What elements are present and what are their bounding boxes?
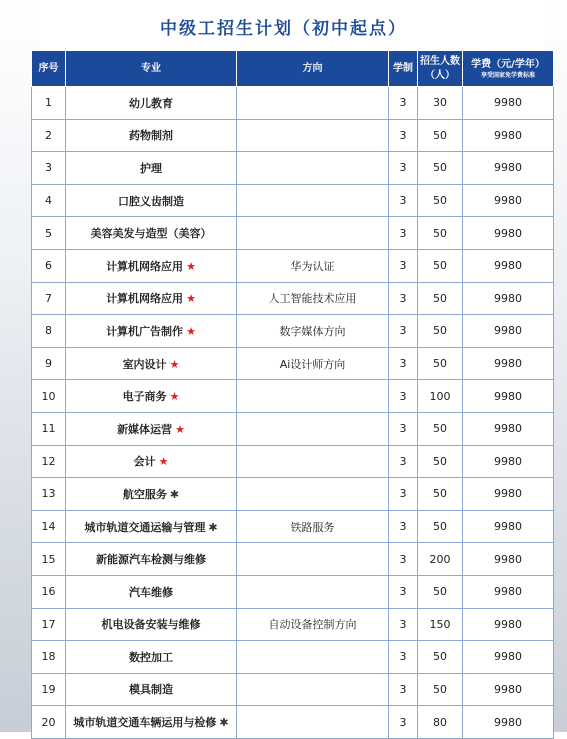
row-major — [66, 510, 237, 543]
major-label: 机电设备安装与维修 — [101, 618, 201, 632]
header-major: 专业 — [66, 51, 237, 87]
row-years: 3 — [389, 119, 418, 152]
header-no: 序号 — [32, 51, 66, 87]
row-major — [66, 641, 237, 674]
row-direction — [237, 412, 389, 445]
row-no: 17 — [32, 608, 66, 641]
row-direction — [237, 575, 389, 608]
header-fee-line1: 学费（元/学年） — [471, 58, 545, 70]
row-major — [66, 706, 237, 739]
row-enroll: 80 — [418, 706, 463, 739]
row-no: 3 — [32, 152, 66, 185]
row-fee: 9980 — [463, 347, 554, 380]
header-fee-line2: 享受国家免学费标准 — [480, 71, 535, 79]
table-row — [32, 119, 554, 152]
row-no: 15 — [32, 543, 66, 576]
table-row — [32, 380, 554, 413]
table-header-row — [32, 51, 554, 87]
table-row — [32, 315, 554, 348]
row-no: 6 — [32, 249, 66, 282]
major-label: 航空服务 — [122, 487, 167, 501]
major-label: 口腔义齿制造 — [118, 194, 184, 208]
row-enroll: 50 — [418, 282, 463, 315]
row-enroll: 50 — [418, 119, 463, 152]
major-label: 会计 — [133, 455, 156, 469]
row-direction — [237, 641, 389, 674]
row-fee: 9980 — [463, 380, 554, 413]
major-label: 数控加工 — [129, 650, 173, 664]
row-enroll: 200 — [418, 543, 463, 576]
major-label: 计算机广告制作 — [106, 324, 184, 338]
row-major — [66, 152, 237, 185]
row-years: 3 — [389, 315, 418, 348]
enrollment-plan-table — [31, 50, 554, 739]
row-major — [66, 315, 237, 348]
major-label: 模具制造 — [129, 683, 173, 697]
row-direction: 华为认证 — [237, 249, 389, 282]
row-fee: 9980 — [463, 445, 554, 478]
row-years: 3 — [389, 478, 418, 511]
header-enroll-line1: 招生人数 — [420, 55, 460, 67]
row-no: 5 — [32, 217, 66, 250]
row-major — [66, 184, 237, 217]
row-years: 3 — [389, 217, 418, 250]
header-enroll-line2: （人） — [425, 69, 455, 81]
header-fee — [463, 51, 554, 87]
table-row — [32, 608, 554, 641]
red-star-icon: ★ — [175, 422, 185, 436]
row-fee: 9980 — [463, 315, 554, 348]
row-fee: 9980 — [463, 673, 554, 706]
table-row — [32, 152, 554, 185]
table-row — [32, 673, 554, 706]
row-enroll: 50 — [418, 641, 463, 674]
row-major — [66, 380, 237, 413]
major-label: 城市轨道交通车辆运用与检修 — [73, 716, 217, 730]
row-direction: 自动设备控制方向 — [237, 608, 389, 641]
red-star-icon: ★ — [169, 357, 180, 371]
row-direction — [237, 543, 389, 576]
table-row — [32, 87, 554, 120]
row-enroll: 50 — [418, 510, 463, 543]
row-major — [66, 282, 237, 315]
row-major — [66, 478, 237, 511]
row-fee: 9980 — [463, 706, 554, 739]
row-fee: 9980 — [463, 412, 554, 445]
row-years: 3 — [389, 673, 418, 706]
row-direction — [237, 673, 389, 706]
row-enroll: 50 — [418, 445, 463, 478]
row-major — [66, 249, 237, 282]
major-label: 计算机网络应用 — [106, 292, 184, 306]
row-no: 20 — [32, 706, 66, 739]
page-title: 中级工招生计划（初中起点） — [160, 19, 407, 39]
major-label: 美容美发与造型（美容） — [90, 227, 212, 241]
row-no: 9 — [32, 347, 66, 380]
row-major — [66, 673, 237, 706]
row-years: 3 — [389, 412, 418, 445]
table-row — [32, 706, 554, 739]
row-enroll: 30 — [418, 87, 463, 120]
table-row — [32, 217, 554, 250]
row-fee: 9980 — [463, 119, 554, 152]
row-years: 3 — [389, 87, 418, 120]
red-star-icon: ★ — [186, 259, 196, 273]
row-fee: 9980 — [463, 282, 554, 315]
row-fee: 9980 — [463, 152, 554, 185]
major-label: 室内设计 — [122, 357, 167, 371]
row-no: 10 — [32, 380, 66, 413]
red-star-icon: ★ — [169, 390, 180, 404]
row-fee: 9980 — [463, 478, 554, 511]
row-major — [66, 575, 237, 608]
table-row — [32, 347, 554, 380]
row-fee: 9980 — [463, 641, 554, 674]
row-years: 3 — [389, 608, 418, 641]
row-major — [66, 608, 237, 641]
row-no: 19 — [32, 673, 66, 706]
row-years: 3 — [389, 510, 418, 543]
table-row — [32, 478, 554, 511]
row-years: 3 — [389, 575, 418, 608]
row-years: 3 — [389, 641, 418, 674]
row-enroll: 50 — [418, 575, 463, 608]
header-years: 学制 — [389, 51, 418, 87]
row-fee: 9980 — [463, 87, 554, 120]
row-years: 3 — [389, 706, 418, 739]
table-row — [32, 543, 554, 576]
major-label: 城市轨道交通运输与管理 — [84, 520, 206, 534]
red-star-icon: ★ — [186, 292, 196, 306]
row-enroll: 50 — [418, 217, 463, 250]
major-label: 电子商务 — [122, 390, 167, 404]
row-enroll: 100 — [418, 380, 463, 413]
row-direction — [237, 152, 389, 185]
row-major — [66, 543, 237, 576]
row-no: 18 — [32, 641, 66, 674]
major-label: 护理 — [140, 161, 162, 175]
major-label: 汽车维修 — [129, 585, 173, 599]
row-direction: 人工智能技术应用 — [237, 282, 389, 315]
row-no: 7 — [32, 282, 66, 315]
row-fee: 9980 — [463, 510, 554, 543]
row-years: 3 — [389, 347, 418, 380]
row-major — [66, 412, 237, 445]
row-fee: 9980 — [463, 543, 554, 576]
row-direction — [237, 478, 389, 511]
red-star-icon: ★ — [158, 455, 169, 469]
row-enroll: 50 — [418, 347, 463, 380]
row-direction — [237, 217, 389, 250]
row-enroll: 50 — [418, 249, 463, 282]
row-direction — [237, 87, 389, 120]
row-enroll: 150 — [418, 608, 463, 641]
row-major — [66, 87, 237, 120]
row-fee: 9980 — [463, 249, 554, 282]
row-no: 16 — [32, 575, 66, 608]
row-enroll: 50 — [418, 478, 463, 511]
major-label: 计算机网络应用 — [106, 259, 184, 273]
row-years: 3 — [389, 445, 418, 478]
row-no: 11 — [32, 412, 66, 445]
row-direction — [237, 119, 389, 152]
asterisk-icon: ✱ — [169, 487, 180, 501]
row-direction — [237, 706, 389, 739]
row-years: 3 — [389, 152, 418, 185]
row-direction: 铁路服务 — [237, 510, 389, 543]
major-label: 药物制剂 — [129, 129, 173, 143]
row-no: 4 — [32, 184, 66, 217]
table-row — [32, 249, 554, 282]
row-direction: 数字媒体方向 — [237, 315, 389, 348]
major-label: 新媒体运营 — [117, 422, 173, 436]
row-years: 3 — [389, 249, 418, 282]
row-enroll: 50 — [418, 412, 463, 445]
red-star-icon: ★ — [186, 324, 196, 338]
major-label: 幼儿教育 — [129, 96, 173, 110]
row-major — [66, 347, 237, 380]
row-fee: 9980 — [463, 184, 554, 217]
row-no: 8 — [32, 315, 66, 348]
asterisk-icon: ✱ — [219, 716, 229, 730]
row-no: 14 — [32, 510, 66, 543]
row-direction — [237, 380, 389, 413]
table-row — [32, 412, 554, 445]
row-major — [66, 119, 237, 152]
row-no: 13 — [32, 478, 66, 511]
row-enroll: 50 — [418, 673, 463, 706]
row-fee: 9980 — [463, 608, 554, 641]
row-enroll: 50 — [418, 315, 463, 348]
row-years: 3 — [389, 380, 418, 413]
table-row — [32, 575, 554, 608]
row-direction — [237, 445, 389, 478]
table-row — [32, 184, 554, 217]
row-direction — [237, 184, 389, 217]
row-no: 1 — [32, 87, 66, 120]
table-row — [32, 641, 554, 674]
row-years: 3 — [389, 184, 418, 217]
row-no: 12 — [32, 445, 66, 478]
row-enroll: 50 — [418, 152, 463, 185]
row-years: 3 — [389, 543, 418, 576]
row-no: 2 — [32, 119, 66, 152]
row-enroll: 50 — [418, 184, 463, 217]
major-label: 新能源汽车检测与维修 — [96, 553, 206, 567]
row-major — [66, 217, 237, 250]
row-fee: 9980 — [463, 217, 554, 250]
row-fee: 9980 — [463, 575, 554, 608]
asterisk-icon: ✱ — [208, 520, 218, 534]
table-row — [32, 445, 554, 478]
header-enroll — [418, 51, 463, 87]
table-row — [32, 282, 554, 315]
row-direction: Ai设计师方向 — [237, 347, 389, 380]
row-major — [66, 445, 237, 478]
table-row — [32, 510, 554, 543]
header-direction: 方向 — [237, 51, 389, 87]
row-years: 3 — [389, 282, 418, 315]
